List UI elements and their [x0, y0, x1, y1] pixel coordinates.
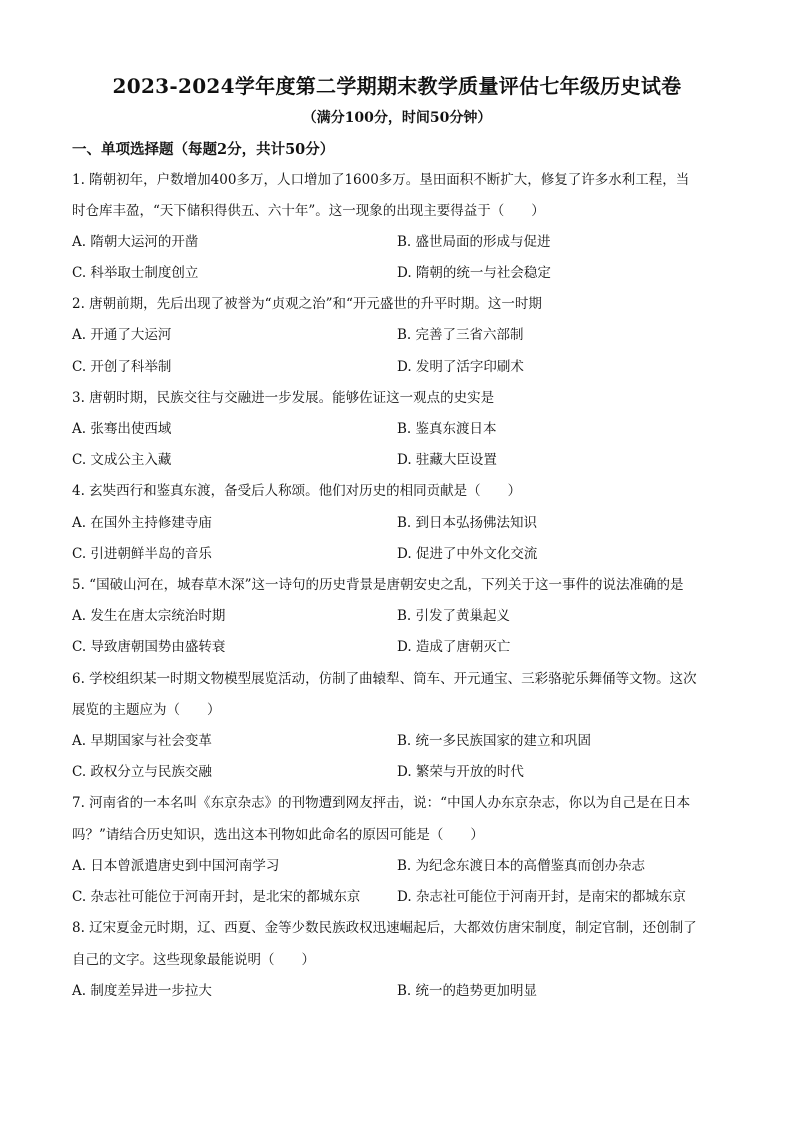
- question-3-text: 3. 唐朝时期，民族交往与交融进一步发展。能够佐证这一观点的史实是: [72, 390, 495, 406]
- question-4-option-d: D. 促进了中外文化交流: [397, 546, 538, 562]
- question-7-option-a: A. 日本曾派遣唐史到中国河南学习: [72, 858, 280, 874]
- question-8-option-b: B. 统一的趋势更加明显: [397, 983, 538, 999]
- question-4-option-a: A. 在国外主持修建寺庙: [72, 515, 212, 531]
- question-5-option-c: C. 导致唐朝国势由盛转衰: [72, 639, 226, 655]
- question-5-text: 5. “国破山河在，城春草木深”这一诗句的历史背景是唐朝安史之乱，下列关于这一事件的说法准确的是: [72, 577, 684, 593]
- question-7-text: 吗？”请结合历史知识，选出这本刊物如此命名的原因可能是（ ）: [72, 827, 484, 843]
- section-heading: 一、单项选择题（每题2分，共计50分）: [72, 141, 335, 158]
- question-1-option-a: A. 隋朝大运河的开凿: [72, 234, 199, 250]
- question-3-option-a: A. 张骞出使西域: [72, 421, 172, 437]
- question-1-option-c: C. 科举取士制度创立: [72, 265, 199, 281]
- question-6-text: 展览的主题应为（ ）: [72, 702, 221, 718]
- question-2-option-a: A. 开通了大运河: [72, 327, 172, 343]
- question-4-text: 4. 玄奘西行和鉴真东渡，备受后人称颂。他们对历史的相同贡献是（ ）: [72, 483, 522, 499]
- question-2-option-b: B. 完善了三省六部制: [397, 327, 524, 343]
- question-6-option-a: A. 早期国家与社会变革: [72, 733, 212, 749]
- question-3-option-d: D. 驻藏大臣设置: [397, 452, 497, 468]
- question-4-option-c: C. 引进朝鲜半岛的音乐: [72, 546, 212, 562]
- question-8-option-a: A. 制度差异进一步拉大: [72, 983, 212, 999]
- question-3-option-c: C. 文成公主入藏: [72, 452, 172, 468]
- question-6-option-d: D. 繁荣与开放的时代: [397, 764, 524, 780]
- question-8-text: 8. 辽宋夏金元时期，辽、西夏、金等少数民族政权迅速崛起后，大都效仿唐宋制度，制定官制，还创制了: [72, 920, 697, 936]
- question-7-option-d: D. 杂志社可能位于河南开封，是南宋的都城东京: [397, 889, 686, 905]
- question-6-option-c: C. 政权分立与民族交融: [72, 764, 212, 780]
- question-1-option-b: B. 盛世局面的形成与促进: [397, 234, 551, 250]
- question-2-option-c: C. 开创了科举制: [72, 359, 172, 375]
- question-5-option-a: A. 发生在唐太宗统治时期: [72, 608, 226, 624]
- exam-subtitle: （满分100分，时间50分钟）: [302, 110, 492, 126]
- question-6-option-b: B. 统一多民族国家的建立和巩固: [397, 733, 592, 749]
- question-1-text: 时仓库丰盈，“天下储积得供五、六十年”。这一现象的出现主要得益于（ ）: [72, 203, 545, 219]
- question-4-option-b: B. 到日本弘扬佛法知识: [397, 515, 538, 531]
- question-2-text: 2. 唐朝前期，先后出现了被誉为“贞观之治”和“开元盛世的升平时期。这一时期: [72, 296, 542, 312]
- question-5-option-d: D. 造成了唐朝灭亡: [397, 639, 511, 655]
- question-7-option-c: C. 杂志社可能位于河南开封，是北宋的都城东京: [72, 889, 361, 905]
- question-7-text: 7. 河南省的一本名叫《东京杂志》的刊物遭到网友抨击，说：“中国人办东京杂志，你以为自己是在日本: [72, 795, 691, 811]
- question-1-option-d: D. 隋朝的统一与社会稳定: [397, 265, 551, 281]
- question-6-text: 6. 学校组织某一时期文物模型展览活动，仿制了曲辕犁、筒车、开元通宝、三彩骆驼乐舞俑等文物。这次: [72, 671, 697, 687]
- question-5-option-b: B. 引发了黄巢起义: [397, 608, 511, 624]
- question-8-text: 自己的文字。这些现象最能说明（ ）: [72, 952, 315, 968]
- question-7-option-b: B. 为纪念东渡日本的高僧鉴真而创办杂志: [397, 858, 646, 874]
- question-3-option-b: B. 鉴真东渡日本: [397, 421, 497, 437]
- exam-title: 2023-2024学年度第二学期期末教学质量评估七年级历史试卷: [112, 74, 682, 98]
- question-2-option-d: D. 发明了活字印刷术: [397, 359, 524, 375]
- question-1-text: 1. 隋朝初年，户数增加400多万，人口增加了1600多万。垦田面积不断扩大，修复了许多水利工程，当: [72, 172, 690, 188]
